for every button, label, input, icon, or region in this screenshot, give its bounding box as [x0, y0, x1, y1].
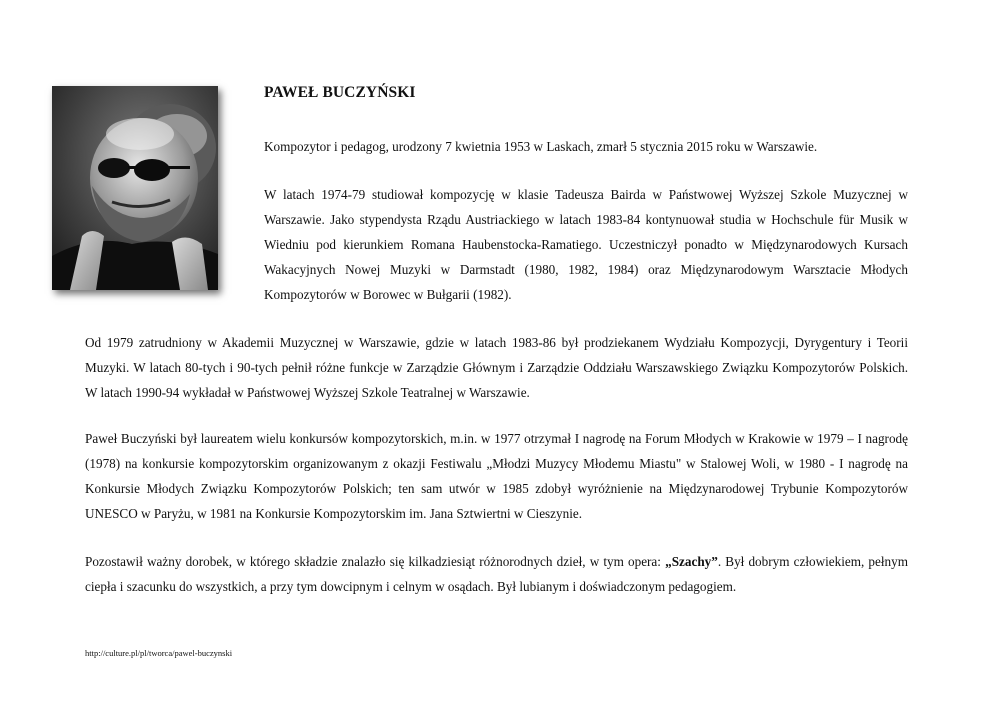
portrait-image	[52, 86, 218, 290]
opera-title: „Szachy”	[665, 554, 718, 569]
source-url: http://culture.pl/pl/tworca/pawel-buczynski	[85, 648, 233, 658]
education-paragraph: W latach 1974-79 studiował kompozycję w klasie Tadeusza Bairda w Państwowej Wyższej Szkole Muzycznej w Warszawie. Jako stypendysta Rządu Austriackiego w latach 1983-84 kontynuował studia w Hochschule für Musik w Wiedniu pod kierunkiem Romana Haubenstocka-Ramatiego. Uczestniczył ponadto w Międzynarodowych Kursach Wakacyjnych Nowej Muzyki w Darmstadt (1980, 1982, 1984) oraz Międzynarodowym Warsztacie Młodych Kompozytorów w Borowec w Bułgarii (1982).	[264, 187, 908, 302]
legacy-text-after: . Był dobrym człowiekiem, pełnym ciepła i szacunku do wszystkich, a przy tym dowcipnym i celnym w osądach. Był lubianym i doświadczonym pedagogiem.	[85, 554, 908, 594]
awards-paragraph: Paweł Buczyński był laureatem wielu konkursów kompozytorskich, m.in. w 1977 otrzymał I nagrodę na Forum Młodych w Krakowie w 1979 – I nagrodę (1978) na konkursie kompozytorskim organizowanym z okazji Festiwalu „Młodzi Muzycy Młodemu Miastu" w Stalowej Woli, w 1980 - I nagrodę na Konkursie Młodych Związku Kompozytorów Polskich; ten sam utwór w 1985 zdobył wyróżnienie na Międzynarodowej Trybunie Kompozytorów UNESCO w Paryżu, w 1981 na Konkursie Kompozytorskim im. Jana Sztwiertni w Cieszynie.	[85, 431, 908, 521]
portrait-photo	[52, 86, 218, 290]
legacy-text-before: Pozostawił ważny dorobek, w którego składzie znalazło się kilkadziesiąt różnorodnych dzieł, w tym opera:	[85, 554, 666, 569]
legacy-paragraph	[85, 549, 908, 599]
career-paragraph: Od 1979 zatrudniony w Akademii Muzycznej w Warszawie, gdzie w latach 1983-86 był prodziekanem Wydziału Kompozycji, Dyrygentury i Teorii Muzyki. W latach 80-tych i 90-tych pełnił różne funkcje w Zarządzie Głównym i Zarządzie Oddziału Warszawskiego Związku Kompozytorów Polskich. W latach 1990-94 wykładał w Państwowej Wyższej Szkole Teatralnej w Warszawie.	[85, 335, 908, 400]
page-title: PAWEŁ BUCZYŃSKI	[264, 84, 416, 101]
intro-paragraph: Kompozytor i pedagog, urodzony 7 kwietnia 1953 w Laskach, zmarł 5 stycznia 2015 roku w Warszawie.	[264, 139, 818, 154]
